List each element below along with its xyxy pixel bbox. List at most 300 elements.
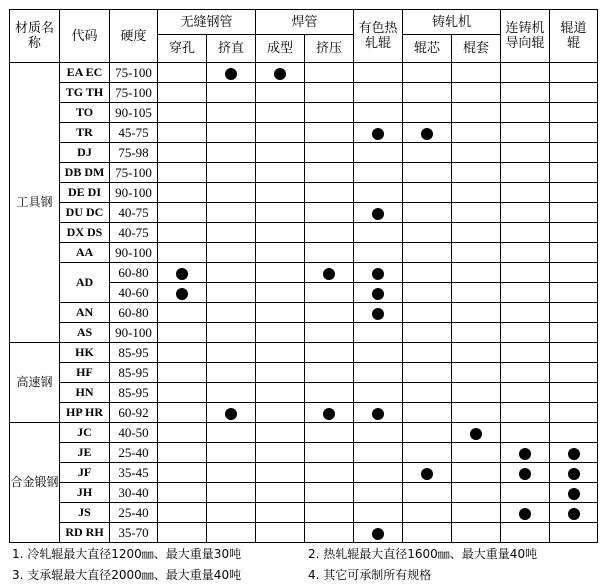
application-cell-continuous_caster [501,283,550,303]
hardness-value: 35-45 [110,463,158,483]
application-cell-roller_table [550,323,598,343]
material-code: DX DS [60,223,110,243]
roll-sleeve-header: 棍套 [452,35,501,63]
application-cell-continuous_caster [501,523,550,543]
application-cell-forming [256,323,305,343]
application-cell-straightening [207,463,256,483]
application-cell-nonferrous [354,283,403,303]
material-code: JE [60,443,110,463]
table-row [10,243,598,263]
application-cell-piercing [158,263,207,283]
application-cell-continuous_caster [501,363,550,383]
application-cell-straightening [207,143,256,163]
straightening-header: 挤直 [207,35,256,63]
application-cell-straightening [207,423,256,443]
application-cell-straightening [207,163,256,183]
application-cell-forming [256,143,305,163]
application-cell-piercing [158,83,207,103]
application-cell-nonferrous [354,463,403,483]
table-row [10,403,598,423]
applicable-dot-icon [274,68,286,80]
application-cell-roll_sleeve [452,143,501,163]
application-cell-nonferrous [354,243,403,263]
application-cell-piercing [158,103,207,123]
application-cell-nonferrous [354,143,403,163]
application-cell-roll_core [403,163,452,183]
application-cell-roll_sleeve [452,283,501,303]
application-cell-continuous_caster [501,403,550,423]
applicable-dot-icon [323,408,335,420]
table-row [10,63,598,83]
seamless-pipe-header: 无缝钢管 [158,10,256,35]
application-cell-continuous_caster [501,423,550,443]
application-cell-piercing [158,523,207,543]
application-cell-roll_core [403,323,452,343]
application-cell-continuous_caster [501,103,550,123]
applicable-dot-icon [372,528,384,540]
application-cell-piercing [158,403,207,423]
application-cell-piercing [158,303,207,323]
application-cell-straightening [207,303,256,323]
application-cell-forming [256,463,305,483]
application-cell-straightening [207,363,256,383]
application-cell-straightening [207,403,256,423]
note-1: 1. 冷轧辊最大直径1200㎜、最大重量30吨 [12,547,242,561]
application-cell-forming [256,403,305,423]
material-group-name: 工具钢 [10,63,60,343]
application-cell-roll_core [403,263,452,283]
application-cell-forming [256,63,305,83]
application-cell-roll_core [403,123,452,143]
hardness-value: 30-40 [110,483,158,503]
application-cell-piercing [158,203,207,223]
application-cell-nonferrous [354,423,403,443]
cast-roll-machine-header: 铸轧机 [403,10,501,35]
application-cell-roller_table [550,463,598,483]
header-row-1 [10,10,598,35]
application-cell-squeezing [305,63,354,83]
application-cell-continuous_caster [501,323,550,343]
application-cell-nonferrous [354,263,403,283]
applicable-dot-icon [568,488,580,500]
material-code: HN [60,383,110,403]
application-cell-straightening [207,103,256,123]
table-row [10,423,598,443]
application-cell-roll_sleeve [452,223,501,243]
application-cell-squeezing [305,483,354,503]
applicable-dot-icon [568,468,580,480]
application-cell-nonferrous [354,303,403,323]
material-code: HP HR [60,403,110,423]
table-row [10,463,598,483]
application-cell-straightening [207,523,256,543]
piercing-header: 穿孔 [158,35,207,63]
roll-material-table [9,9,598,543]
applicable-dot-icon [372,408,384,420]
applicable-dot-icon [568,508,580,520]
application-cell-continuous_caster [501,243,550,263]
application-cell-forming [256,123,305,143]
application-cell-nonferrous [354,83,403,103]
application-cell-squeezing [305,163,354,183]
hardness-value: 90-105 [110,103,158,123]
application-cell-nonferrous [354,483,403,503]
application-cell-nonferrous [354,443,403,463]
application-cell-roll_core [403,523,452,543]
application-cell-roller_table [550,503,598,523]
application-cell-roll_sleeve [452,83,501,103]
hardness-value: 40-75 [110,223,158,243]
application-cell-forming [256,83,305,103]
application-cell-roller_table [550,143,598,163]
application-cell-piercing [158,383,207,403]
hardness-value: 75-100 [110,63,158,83]
material-code: TO [60,103,110,123]
application-cell-forming [256,483,305,503]
application-cell-squeezing [305,303,354,323]
table-row [10,263,598,283]
roller-table-roll-header: 辊道辊 [550,10,598,63]
application-cell-roll_core [403,423,452,443]
application-cell-roll_sleeve [452,203,501,223]
table-row [10,163,598,183]
hardness-value: 60-92 [110,403,158,423]
application-cell-piercing [158,503,207,523]
material-code: DE DI [60,183,110,203]
application-cell-roller_table [550,63,598,83]
application-cell-straightening [207,63,256,83]
application-cell-roll_core [403,383,452,403]
material-code: DJ [60,143,110,163]
application-cell-roller_table [550,243,598,263]
application-cell-roller_table [550,83,598,103]
application-cell-roll_sleeve [452,363,501,383]
application-cell-squeezing [305,283,354,303]
application-cell-piercing [158,243,207,263]
application-cell-continuous_caster [501,463,550,483]
application-cell-squeezing [305,123,354,143]
application-cell-roller_table [550,423,598,443]
material-code: EA EC [60,63,110,83]
application-cell-squeezing [305,363,354,383]
application-cell-continuous_caster [501,343,550,363]
application-cell-continuous_caster [501,483,550,503]
table-row [10,83,598,103]
application-cell-continuous_caster [501,163,550,183]
application-cell-roll_sleeve [452,343,501,363]
application-cell-piercing [158,183,207,203]
applicable-dot-icon [372,128,384,140]
applicable-dot-icon [568,448,580,460]
application-cell-nonferrous [354,363,403,383]
applicable-dot-icon [372,288,384,300]
application-cell-roller_table [550,523,598,543]
application-cell-squeezing [305,263,354,283]
applicable-dot-icon [372,208,384,220]
application-cell-piercing [158,143,207,163]
application-cell-roll_sleeve [452,463,501,483]
applicable-dot-icon [323,268,335,280]
material-group-name: 合金锻钢 [10,423,60,543]
application-cell-roll_sleeve [452,243,501,263]
nonferrous-hot-roll-header: 有色热轧辊 [354,10,403,63]
applicable-dot-icon [372,268,384,280]
application-cell-nonferrous [354,223,403,243]
application-cell-roller_table [550,403,598,423]
application-cell-squeezing [305,423,354,443]
application-cell-roll_core [403,363,452,383]
application-cell-roller_table [550,163,598,183]
application-cell-nonferrous [354,383,403,403]
application-cell-roller_table [550,383,598,403]
hardness-value: 25-40 [110,503,158,523]
application-cell-roll_sleeve [452,503,501,523]
forming-header: 成型 [256,35,305,63]
application-cell-roll_core [403,463,452,483]
application-cell-squeezing [305,403,354,423]
material-code: DB DM [60,163,110,183]
application-cell-roll_sleeve [452,123,501,143]
application-cell-continuous_caster [501,83,550,103]
application-cell-continuous_caster [501,143,550,163]
hardness-value: 25-40 [110,443,158,463]
code-header: 代码 [60,10,110,63]
application-cell-roll_core [403,503,452,523]
application-cell-continuous_caster [501,503,550,523]
application-cell-straightening [207,503,256,523]
application-cell-continuous_caster [501,123,550,143]
hardness-value: 45-75 [110,123,158,143]
application-cell-continuous_caster [501,203,550,223]
applicable-dot-icon [176,268,188,280]
material-code: JF [60,463,110,483]
application-cell-forming [256,503,305,523]
material-code: RD RH [60,523,110,543]
applicable-dot-icon [225,68,237,80]
table-row [10,103,598,123]
table-row [10,303,598,323]
application-cell-forming [256,283,305,303]
application-cell-squeezing [305,103,354,123]
application-cell-nonferrous [354,123,403,143]
application-cell-roller_table [550,363,598,383]
application-cell-roller_table [550,263,598,283]
application-cell-roll_sleeve [452,103,501,123]
application-cell-straightening [207,483,256,503]
note-4: 4. 其它可承制所有规格 [308,568,432,582]
application-cell-continuous_caster [501,183,550,203]
application-cell-straightening [207,243,256,263]
applicable-dot-icon [421,128,433,140]
application-cell-piercing [158,323,207,343]
table-row [10,323,598,343]
application-cell-roller_table [550,183,598,203]
application-cell-forming [256,343,305,363]
table-row [10,443,598,463]
applicable-dot-icon [176,288,188,300]
application-cell-roller_table [550,123,598,143]
application-cell-roller_table [550,203,598,223]
hardness-value: 90-100 [110,183,158,203]
application-cell-forming [256,383,305,403]
application-cell-roll_sleeve [452,323,501,343]
application-cell-nonferrous [354,503,403,523]
application-cell-squeezing [305,83,354,103]
application-cell-roller_table [550,303,598,323]
roll-core-header: 辊芯 [403,35,452,63]
material-code: AS [60,323,110,343]
material-group-name: 高速钢 [10,343,60,423]
application-cell-piercing [158,363,207,383]
application-cell-straightening [207,183,256,203]
application-cell-squeezing [305,143,354,163]
table-row [10,123,598,143]
material-name-header: 材质名称 [10,10,60,63]
application-cell-roll_core [403,303,452,323]
application-cell-roll_sleeve [452,183,501,203]
application-cell-continuous_caster [501,263,550,283]
applicable-dot-icon [225,408,237,420]
application-cell-forming [256,103,305,123]
application-cell-roll_core [403,83,452,103]
welded-pipe-header: 焊管 [256,10,354,35]
material-code: TR [60,123,110,143]
application-cell-forming [256,363,305,383]
application-cell-forming [256,223,305,243]
application-cell-squeezing [305,463,354,483]
application-cell-roll_core [403,343,452,363]
application-cell-continuous_caster [501,443,550,463]
application-cell-roll_core [403,243,452,263]
application-cell-forming [256,423,305,443]
application-cell-roll_core [403,403,452,423]
application-cell-straightening [207,443,256,463]
application-cell-nonferrous [354,403,403,423]
application-cell-roll_core [403,143,452,163]
hardness-value: 85-95 [110,383,158,403]
application-cell-forming [256,163,305,183]
hardness-header: 硬度 [110,10,158,63]
application-cell-roll_sleeve [452,523,501,543]
application-cell-straightening [207,83,256,103]
application-cell-roller_table [550,103,598,123]
application-cell-nonferrous [354,323,403,343]
hardness-value: 60-80 [110,263,158,283]
application-cell-piercing [158,163,207,183]
application-cell-nonferrous [354,183,403,203]
hardness-value: 90-100 [110,243,158,263]
applicable-dot-icon [372,308,384,320]
application-cell-forming [256,203,305,223]
application-cell-squeezing [305,343,354,363]
table-row [10,183,598,203]
hardness-value: 40-75 [110,203,158,223]
note-3: 3. 支承辊最大直径2000㎜、最大重量40吨 [12,568,242,582]
application-cell-nonferrous [354,163,403,183]
application-cell-roll_core [403,103,452,123]
application-cell-piercing [158,443,207,463]
application-cell-continuous_caster [501,63,550,83]
material-code: JS [60,503,110,523]
application-cell-straightening [207,283,256,303]
application-cell-straightening [207,383,256,403]
hardness-value: 75-100 [110,83,158,103]
application-cell-piercing [158,63,207,83]
application-cell-squeezing [305,223,354,243]
application-cell-roller_table [550,343,598,363]
application-cell-squeezing [305,183,354,203]
application-cell-roll_core [403,443,452,463]
application-cell-roll_core [403,183,452,203]
material-code: AN [60,303,110,323]
application-cell-continuous_caster [501,303,550,323]
application-cell-piercing [158,423,207,443]
applicable-dot-icon [519,468,531,480]
application-cell-piercing [158,463,207,483]
material-code: AA [60,243,110,263]
application-cell-roll_core [403,63,452,83]
application-cell-nonferrous [354,63,403,83]
application-cell-forming [256,523,305,543]
table-row [10,503,598,523]
table-row [10,483,598,503]
application-cell-squeezing [305,243,354,263]
hardness-value: 85-95 [110,343,158,363]
application-cell-piercing [158,223,207,243]
application-cell-roller_table [550,223,598,243]
application-cell-roll_sleeve [452,163,501,183]
application-cell-nonferrous [354,343,403,363]
applicable-dot-icon [421,468,433,480]
material-code: JC [60,423,110,443]
material-code: DU DC [60,203,110,223]
application-cell-squeezing [305,503,354,523]
applicable-dot-icon [519,448,531,460]
material-code: TG TH [60,83,110,103]
application-cell-roll_sleeve [452,423,501,443]
application-cell-straightening [207,323,256,343]
applicable-dot-icon [470,428,482,440]
application-cell-roller_table [550,443,598,463]
application-cell-straightening [207,263,256,283]
application-cell-forming [256,243,305,263]
application-cell-roll_sleeve [452,303,501,323]
continuous-caster-guide-roll-header: 连铸机导向辊 [501,10,550,63]
application-cell-roll_sleeve [452,403,501,423]
material-code: HK [60,343,110,363]
table-row [10,203,598,223]
table-row [10,523,598,543]
hardness-value: 85-95 [110,363,158,383]
hardness-value: 35-70 [110,523,158,543]
application-cell-straightening [207,203,256,223]
application-cell-roll_sleeve [452,483,501,503]
application-cell-continuous_caster [501,223,550,243]
application-cell-piercing [158,483,207,503]
hardness-value: 60-80 [110,303,158,323]
application-cell-roll_core [403,203,452,223]
hardness-value: 40-50 [110,423,158,443]
table-row [10,383,598,403]
application-cell-forming [256,443,305,463]
application-cell-straightening [207,223,256,243]
application-cell-roll_sleeve [452,443,501,463]
table-row [10,343,598,363]
application-cell-forming [256,263,305,283]
application-cell-roll_sleeve [452,263,501,283]
application-cell-roll_core [403,283,452,303]
squeezing-header: 挤压 [305,35,354,63]
